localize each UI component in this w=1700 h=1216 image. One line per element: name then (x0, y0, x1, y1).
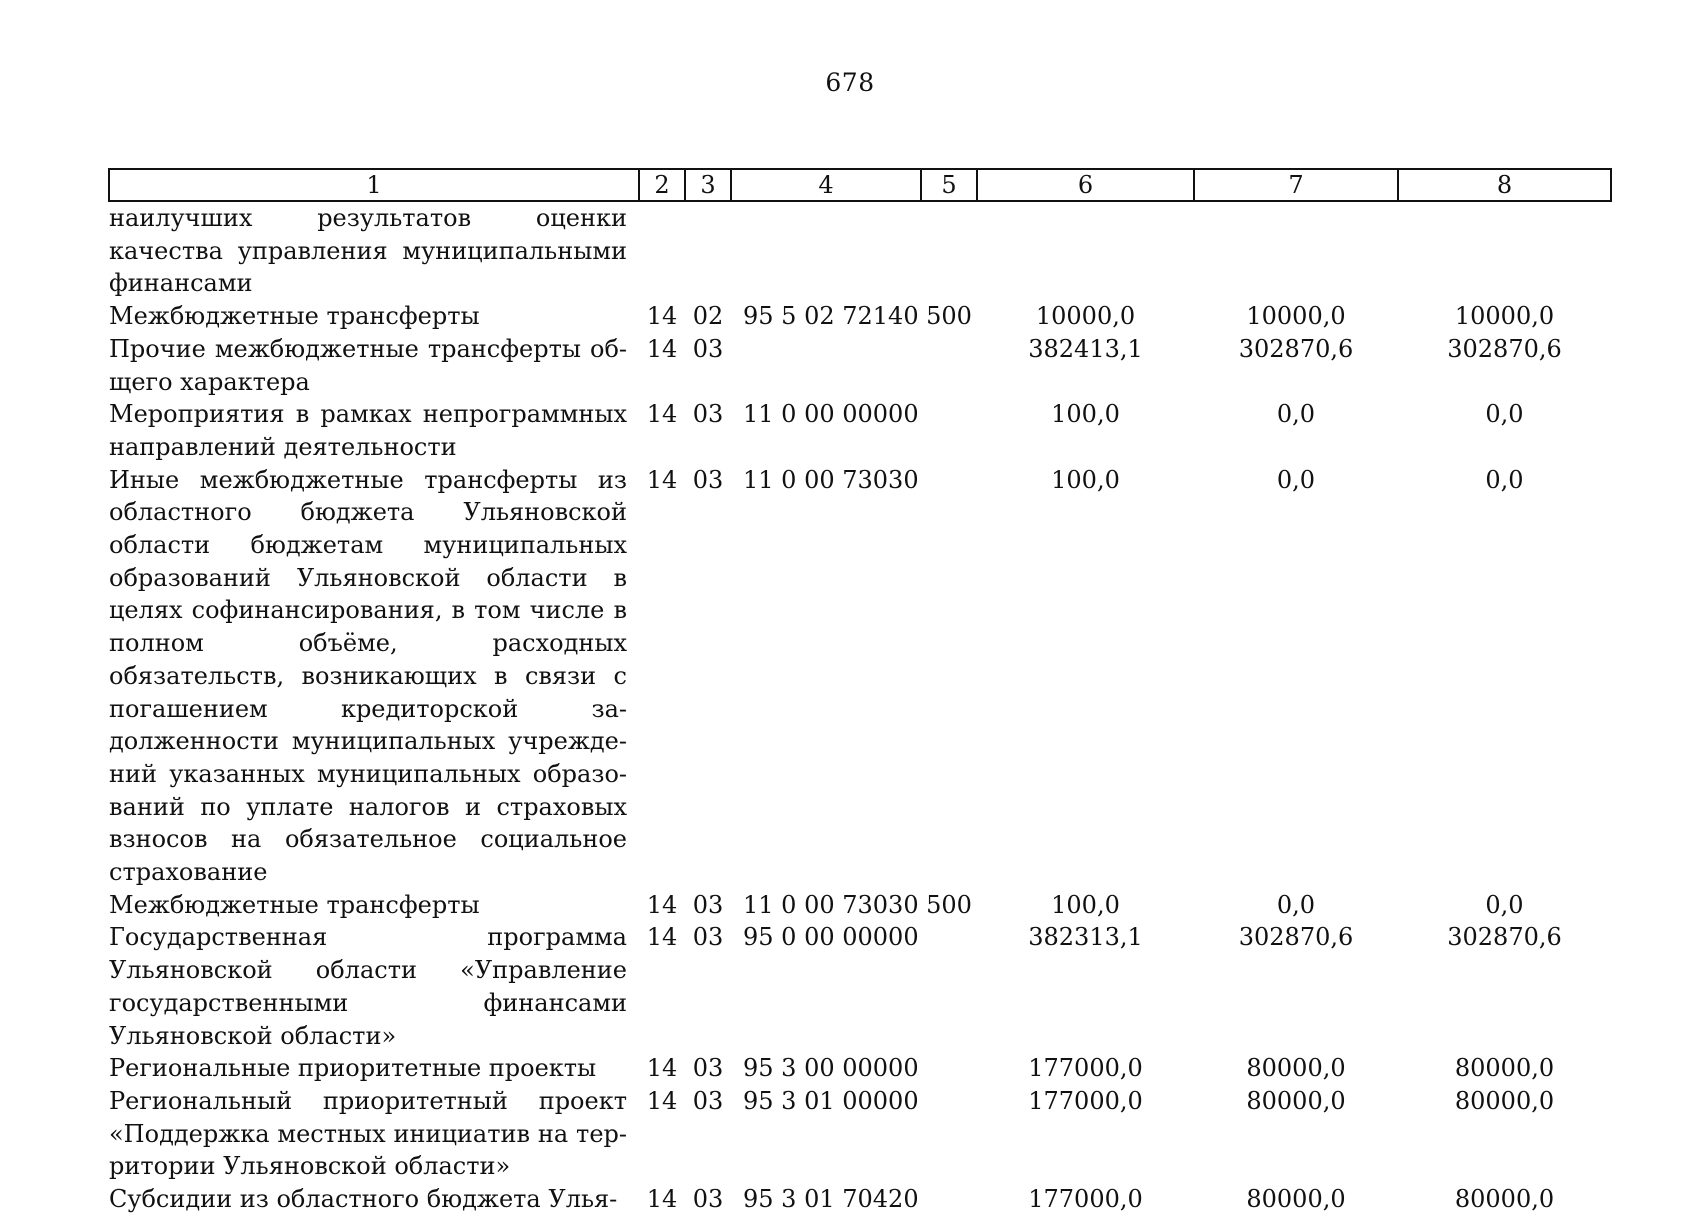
cell-expense-type (921, 333, 977, 398)
cell-value-8: 80000,0 (1454, 1054, 1555, 1083)
header-col-1: 1 (109, 169, 639, 201)
cell-value-7: 0,0 (1276, 465, 1316, 494)
table-row (109, 921, 1611, 1052)
cell-subsection: 03 (692, 1185, 724, 1214)
cell-value-8: 10000,0 (1454, 302, 1555, 331)
cell-section: 14 (646, 1054, 678, 1083)
cell-value-6: 177000,0 (1028, 1086, 1143, 1115)
cell-value-7: 0,0 (1276, 400, 1316, 429)
header-col-6: 6 (977, 169, 1194, 201)
table-body (109, 201, 1611, 1216)
table-row (109, 1183, 1611, 1216)
cell-target-code: 11 0 00 73030 (743, 465, 919, 494)
cell-value-7: 80000,0 (1246, 1086, 1346, 1115)
cell-value-7: 80000,0 (1246, 1185, 1346, 1214)
cell-section: 14 (646, 1185, 678, 1214)
cell-subsection: 03 (692, 1086, 724, 1115)
cell-name: Межбюджетные трансферты (109, 890, 480, 919)
cell-section: 14 (646, 334, 678, 363)
table-row (109, 333, 1611, 398)
header-col-2: 2 (639, 169, 685, 201)
header-col-5: 5 (921, 169, 977, 201)
cell-value-6: 177000,0 (1028, 1054, 1143, 1083)
cell-value-6: 177000,0 (1028, 1185, 1143, 1214)
table-row (109, 1085, 1611, 1183)
cell-target-code (731, 333, 921, 398)
cell-value-6: 100,0 (1051, 890, 1120, 919)
cell-value-6: 10000,0 (1035, 302, 1136, 331)
cell-value-8: 80000,0 (1454, 1086, 1555, 1115)
cell-value-7: 80000,0 (1246, 1054, 1346, 1083)
cell-expense-type (921, 398, 977, 463)
cell-expense-type (921, 1052, 977, 1085)
cell-section: 14 (646, 465, 678, 494)
cell-section: 14 (646, 302, 678, 331)
page-number: 678 (825, 68, 875, 97)
cell-expense-type (921, 1183, 977, 1216)
cell-subsection: 03 (692, 400, 724, 429)
cell-section: 14 (646, 1086, 678, 1115)
cell-expense-type: 500 (926, 890, 972, 919)
cell-value-7: 0,0 (1276, 890, 1316, 919)
cell-value-7: 10000,0 (1246, 302, 1346, 331)
table-row (109, 464, 1611, 889)
cell-value-8: 302870,6 (1447, 923, 1562, 952)
cell-name: Прочие межбюджетные трансферты общего характера (109, 334, 627, 396)
cell-name: Субсидии из областного бюджета Улья- (109, 1185, 618, 1214)
cell-subsection: 03 (692, 923, 724, 952)
cell-value-7 (1194, 201, 1398, 300)
cell-subsection: 03 (692, 334, 724, 363)
cell-target-code: 95 3 01 70420 (743, 1185, 919, 1214)
cell-value-6: 382413,1 (1028, 334, 1143, 363)
header-col-3: 3 (685, 169, 731, 201)
cell-name: наилучших результатов оценки качества управления муниципальными финансами (109, 204, 627, 298)
cell-name: Мероприятия в рамках непрограммных направлений деятельности (109, 400, 627, 461)
cell-subsection: 03 (692, 1054, 724, 1083)
cell-value-6: 100,0 (1051, 400, 1120, 429)
header-col-7: 7 (1194, 169, 1398, 201)
header-col-4: 4 (731, 169, 921, 201)
cell-target-code: 95 5 02 72140 (743, 302, 919, 331)
cell-section: 14 (646, 923, 678, 952)
cell-name: Межбюджетные трансферты (109, 302, 480, 331)
cell-target-code (731, 201, 921, 300)
table-row (109, 1052, 1611, 1085)
cell-name: Иные межбюджетные трансферты из областного бюджета Ульяновской области бюджетам муниципальных образований Ульяновской области в целях софинансирования, в том числе в полном объёме, расходных обязательств, возникающих в связи с погашением кредиторской задолженности муниципальных учреждений указанных муниципальных образований по уплате налогов и страховых взносов на обязательное социальное страхование (109, 465, 627, 887)
table-header (109, 169, 1611, 201)
cell-expense-type (921, 464, 977, 889)
cell-subsection: 03 (692, 890, 724, 919)
cell-target-code: 11 0 00 73030 (743, 890, 919, 919)
cell-target-code: 95 3 01 00000 (743, 1086, 919, 1115)
cell-target-code: 95 3 00 00000 (743, 1054, 919, 1083)
cell-value-8: 80000,0 (1454, 1185, 1555, 1214)
cell-expense-type (921, 1085, 977, 1183)
cell-value-7: 302870,6 (1238, 334, 1354, 363)
header-col-8: 8 (1398, 169, 1611, 201)
table-row (109, 398, 1611, 463)
cell-value-8: 0,0 (1485, 400, 1524, 429)
cell-value-8: 302870,6 (1447, 334, 1562, 363)
cell-target-code: 11 0 00 00000 (743, 400, 919, 429)
cell-value-6: 382313,1 (1028, 923, 1143, 952)
cell-subsection (685, 201, 731, 300)
cell-expense-type (921, 201, 977, 300)
cell-expense-type: 500 (926, 302, 972, 331)
cell-value-8 (1398, 201, 1611, 300)
cell-value-7: 302870,6 (1238, 923, 1354, 952)
cell-name: Региональные приоритетные проекты (109, 1054, 597, 1083)
table-row (109, 201, 1611, 300)
header-row (109, 169, 1611, 201)
cell-value-8: 0,0 (1485, 890, 1524, 919)
cell-name: Государственная программа Ульяновской области «Управление государственными финансами Ульяновской области» (109, 923, 627, 1050)
cell-section: 14 (646, 400, 678, 429)
cell-value-6: 100,0 (1051, 465, 1120, 494)
budget-table (108, 168, 1612, 1216)
table-row (109, 300, 1611, 333)
cell-subsection: 03 (692, 465, 724, 494)
cell-expense-type (921, 921, 977, 1052)
cell-section: 14 (646, 890, 678, 919)
cell-value-6 (977, 201, 1194, 300)
cell-subsection: 02 (692, 302, 724, 331)
table-row (109, 889, 1611, 922)
cell-name: Региональный приоритетный проект «Поддержка местных инициатив на территории Ульяновской области» (109, 1086, 627, 1181)
cell-section (639, 201, 685, 300)
cell-target-code: 95 0 00 00000 (743, 923, 919, 952)
cell-value-8: 0,0 (1485, 465, 1524, 494)
